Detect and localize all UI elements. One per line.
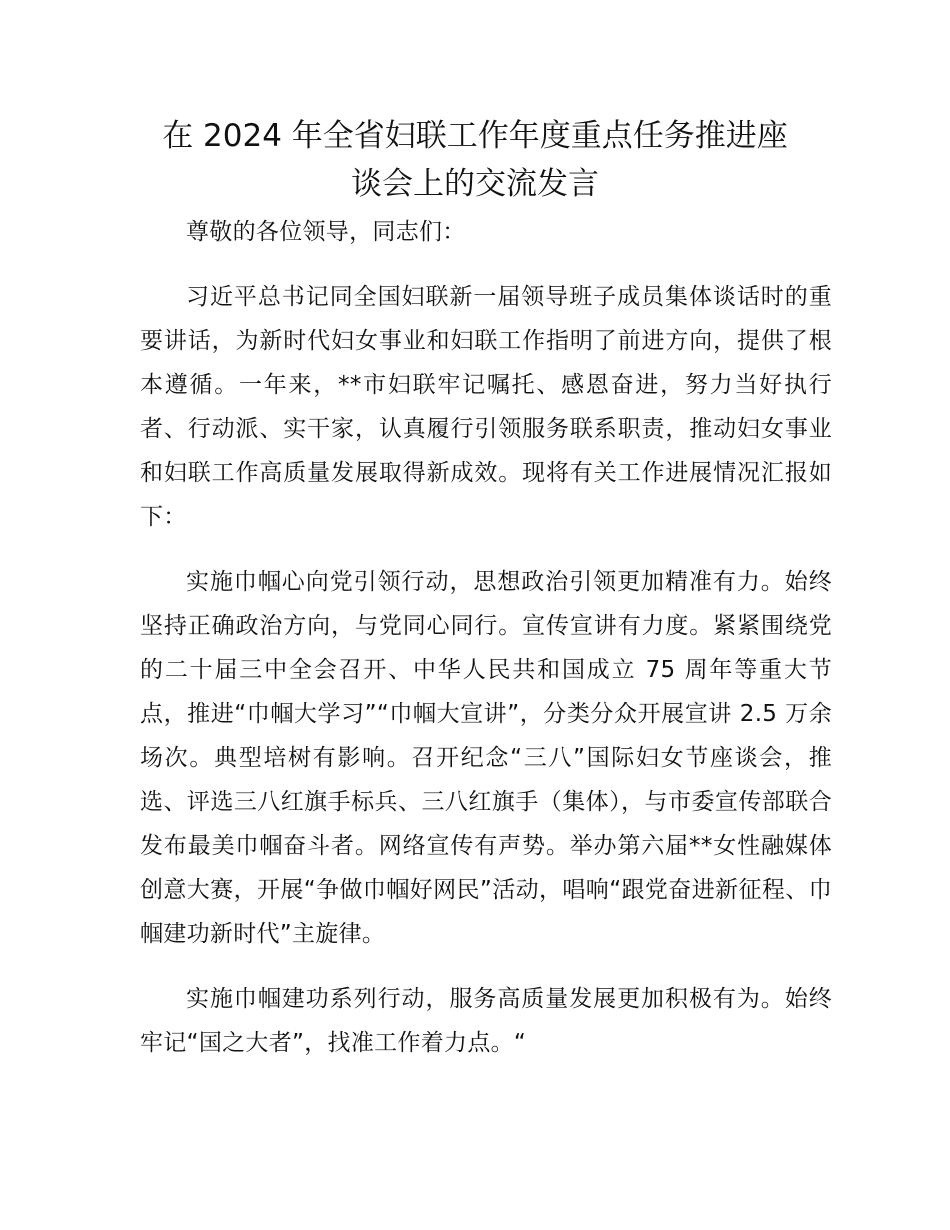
document-body <box>140 210 832 1086</box>
document-title <box>140 112 810 208</box>
section-paragraph-2: 实施巾帼建功系列行动，服务高质量发展更加积极有为。始终牢记“国之大者”，找准工作着力点。“ <box>140 986 832 1056</box>
title-line-1: 在 2024 年全省妇联工作年度重点任务推进座 <box>162 118 788 154</box>
section-paragraph-1: 实施巾帼心向党引领行动，思想政治引领更加精准有力。始终坚持正确政治方向，与党同心同行。宣传宣讲有力度。紧紧围绕党的二十届三中全会召开、中华人民共和国成立 75 周年等重大节点，推进“巾帼大学习”“巾帼大宣讲”，分类分众开展宣讲 2.5 万余场次。典型培树有影响。召开纪念“三八”国际妇女节座谈会，推选、评选三八红旗手标兵、三八红旗手（集体），与市委宣传部联合发布最美巾帼奋斗者。网络宣传有声势。举办第六届**女性融媒体创意大赛，开展“争做巾帼好网民”活动，唱响“跟党奋进新征程、巾帼建功新时代”主旋律。 <box>140 569 832 947</box>
intro-paragraph: 习近平总书记同全国妇联新一届领导班子成员集体谈话时的重要讲话，为新时代妇女事业和妇联工作指明了前进方向，提供了根本遵循。一年来，**市妇联牢记嘱托、感恩奋进，努力当好执行者、行动派、实干家，认真履行引领服务联系职责，推动妇女事业和妇联工作高质量发展取得新成效。现将有关工作进展情况汇报如下： <box>140 284 832 530</box>
salutation-paragraph: 尊敬的各位领导，同志们： <box>186 219 466 245</box>
title-line-2: 谈会上的交流发言 <box>351 166 599 202</box>
